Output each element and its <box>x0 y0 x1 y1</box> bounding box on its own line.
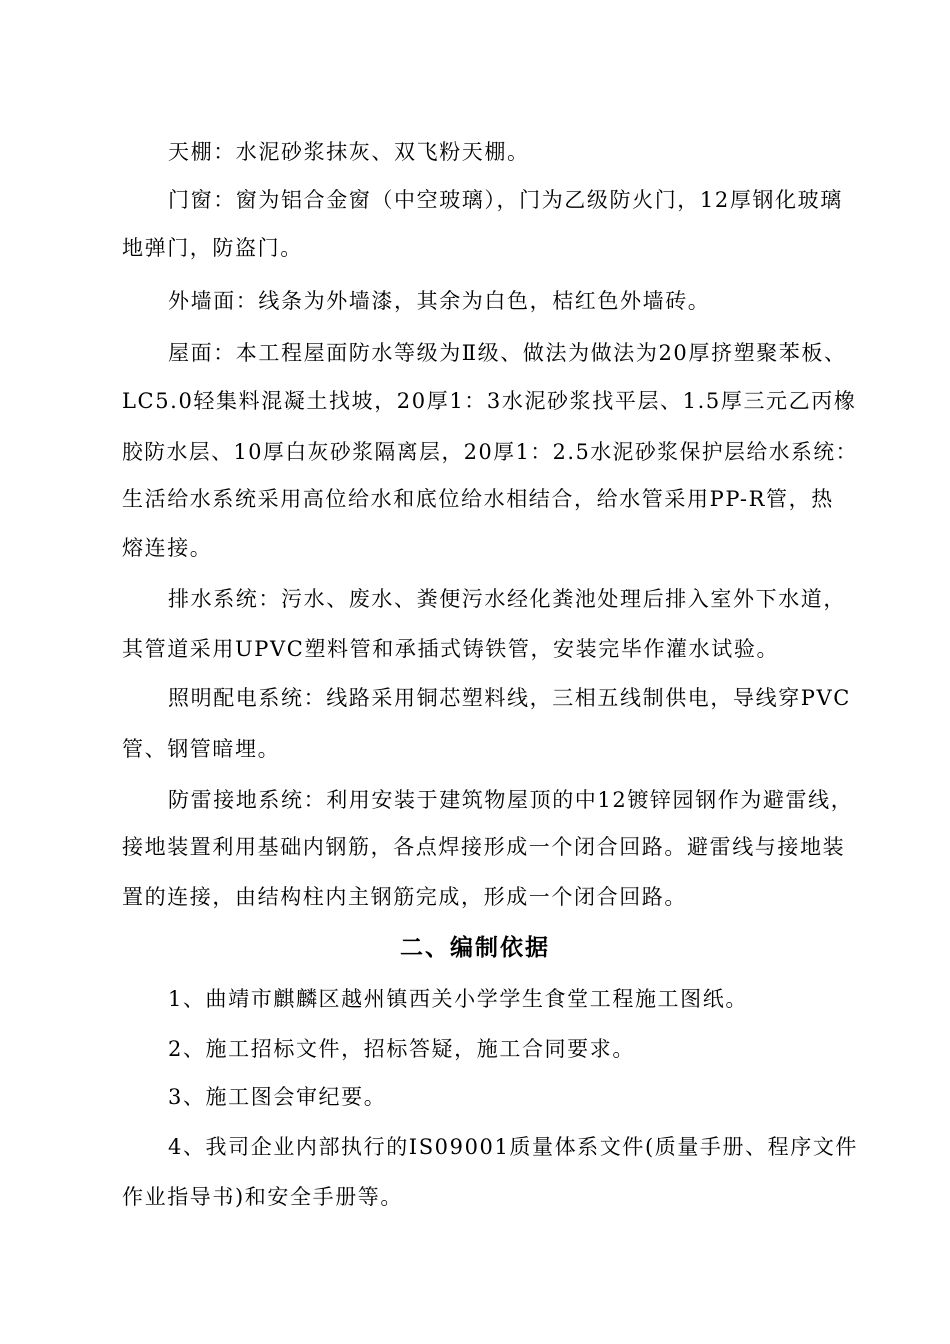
roof-paragraph-line1: 屋面：本工程屋面防水等级为Ⅱ级、做法为做法为20厚挤塑聚苯板、 <box>168 341 847 365</box>
basis-item-2: 2、施工招标文件，招标答疑，施工合同要求。 <box>168 1037 635 1061</box>
lightning-paragraph-line2: 接地装置利用基础内钢筋，各点焊接形成一个闭合回路。避雷线与接地装 <box>122 835 846 859</box>
basis-item-3: 3、施工图会审纪要。 <box>168 1085 387 1109</box>
roof-paragraph-line3: 胶防水层、10厚白灰砂浆隔离层，20厚1：2.5水泥砂浆保护层给水系统： <box>122 440 858 464</box>
roof-paragraph-line2: LC5.0轻集料混凝土找坡，20厚1：3水泥砂浆找平层、1.5厚三元乙丙橡 <box>122 389 857 413</box>
exterior-wall-paragraph: 外墙面：线条为外墙漆，其余为白色，桔红色外墙砖。 <box>168 289 711 313</box>
doors-windows-paragraph-line1: 门窗：窗为铝合金窗（中空玻璃），门为乙级防火门，12厚钢化玻璃 <box>168 188 843 212</box>
drainage-paragraph-line2: 其管道采用UPVC塑料管和承插式铸铁管，安装完毕作灌水试验。 <box>122 637 780 661</box>
roof-paragraph-line5: 熔连接。 <box>122 536 213 560</box>
doors-windows-paragraph-line2: 地弹门，防盗门。 <box>122 236 303 260</box>
roof-paragraph-line4: 生活给水系统采用高位给水和底位给水相结合，给水管采用PP-R管，热 <box>122 487 834 511</box>
basis-item-1: 1、曲靖市麒麟区越州镇西关小学学生食堂工程施工图纸。 <box>168 987 748 1011</box>
lightning-paragraph-line1: 防雷接地系统：利用安装于建筑物屋顶的中12镀锌园钢作为避雷线， <box>168 788 854 812</box>
ceiling-paragraph: 天棚：水泥砂浆抹灰、双飞粉天棚。 <box>168 140 530 164</box>
lighting-paragraph-line2: 管、钢管暗埋。 <box>122 737 281 761</box>
lighting-paragraph-line1: 照明配电系统：线路采用铜芯塑料线，三相五线制供电，导线穿PVC <box>168 686 851 710</box>
lightning-paragraph-line3: 置的连接，由结构柱内主钢筋完成，形成一个闭合回路。 <box>122 885 687 909</box>
section-heading: 二、编制依据 <box>400 935 550 961</box>
basis-item-4-line2: 作业指导书)和安全手册等。 <box>122 1185 403 1209</box>
drainage-paragraph-line1: 排水系统：污水、废水、粪便污水经化粪池处理后排入室外下水道， <box>168 587 846 611</box>
basis-item-4-line1: 4、我司企业内部执行的IS09001质量体系文件(质量手册、程序文件 <box>168 1135 858 1159</box>
